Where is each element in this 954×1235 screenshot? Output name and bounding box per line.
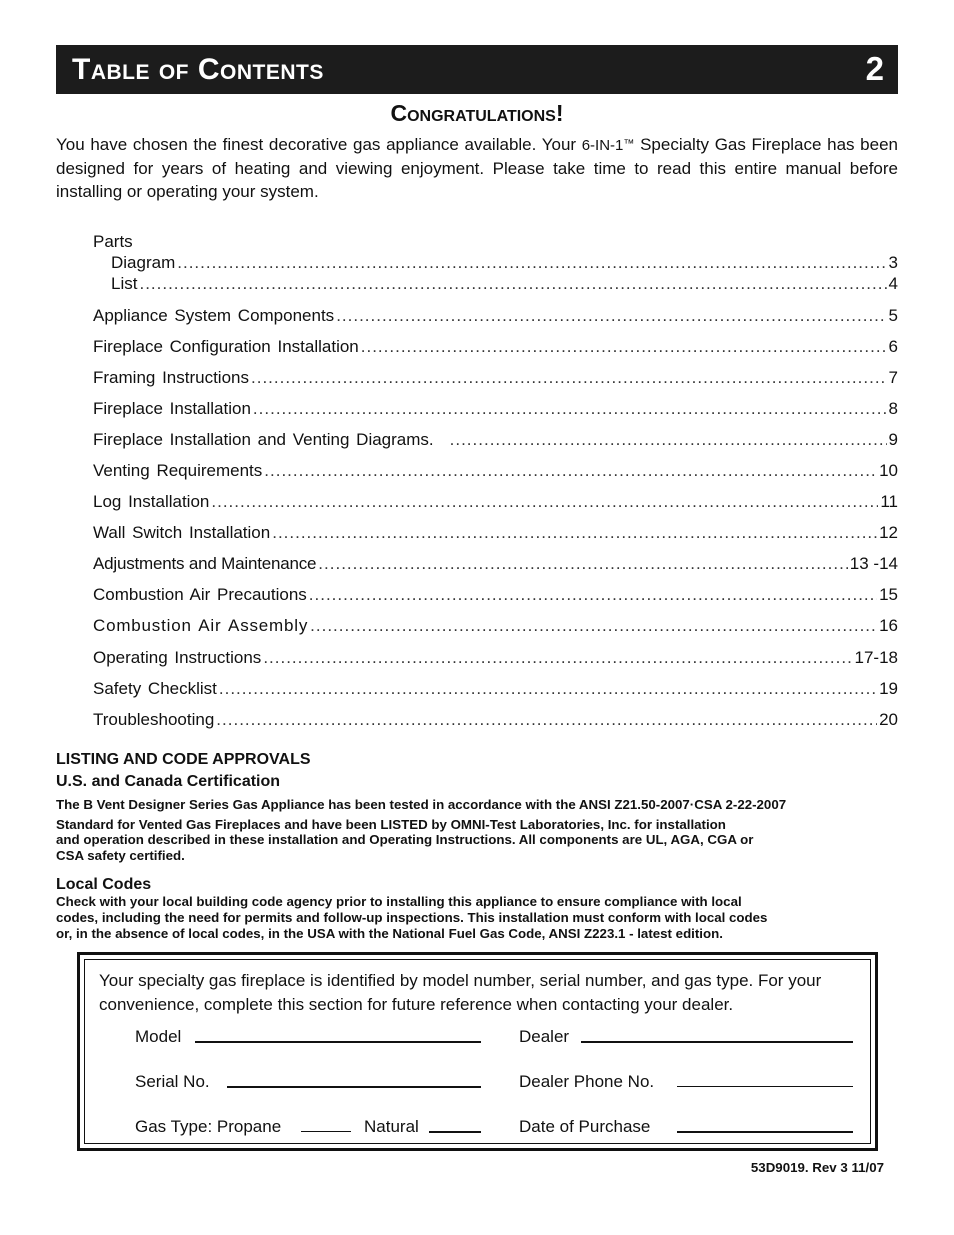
header-bar xyxy=(56,45,898,94)
dealer-phone-field[interactable] xyxy=(677,1086,853,1087)
toc-entry[interactable] xyxy=(93,616,898,637)
toc-leader-dots xyxy=(310,616,877,636)
toc-entry-label: Diagram xyxy=(111,253,176,272)
toc-entry-page: 4 xyxy=(888,274,898,293)
local-codes-text-line: codes, including the need for permits and follow-up inspections. This installation must conform with local codes xyxy=(56,910,768,925)
toc-entry-label: Safety Checklist xyxy=(93,679,217,698)
dealer-phone-label: Dealer Phone No. xyxy=(519,1072,655,1091)
toc-leader-dots xyxy=(139,274,886,294)
toc-leader-dots xyxy=(177,253,886,273)
toc-entry[interactable] xyxy=(93,461,898,482)
model-label: Model xyxy=(135,1027,182,1046)
certification-subheading: U.S. and Canada Certification xyxy=(56,773,281,790)
toc-entry-page: 8 xyxy=(888,399,898,418)
local-codes-heading: Local Codes xyxy=(56,876,152,893)
toc-entry-page: 3 xyxy=(888,253,898,272)
toc-leader-dots xyxy=(211,492,878,512)
toc-entry-page: 19 xyxy=(879,679,898,698)
model-field[interactable] xyxy=(195,1041,481,1043)
toc-entry-page: 13 -14 xyxy=(849,554,898,573)
toc-entry[interactable] xyxy=(93,306,898,327)
toc-entry-label: Troubleshooting xyxy=(93,710,215,729)
toc-leader-dots xyxy=(216,710,877,730)
toc-entry-label: Appliance System Components xyxy=(93,306,335,325)
toc-entry-page: 12 xyxy=(879,523,898,542)
toc-entry-page: 6 xyxy=(888,337,898,356)
toc-entry-page: 11 xyxy=(880,492,898,511)
owner-record-box xyxy=(77,952,878,1151)
toc-entry-page: 5 xyxy=(888,306,898,325)
owner-record-inner-border xyxy=(84,959,871,1144)
toc-leader-dots xyxy=(251,368,887,388)
dealer-field[interactable] xyxy=(581,1041,853,1043)
serial-label: Serial No. xyxy=(135,1072,210,1091)
toc-entry-label: Fireplace Installation xyxy=(93,399,251,418)
toc-parts-heading: Parts xyxy=(93,232,133,251)
toc-leader-dots xyxy=(263,648,852,668)
page-title: Table of Contents xyxy=(72,53,324,86)
intro-text-2: Specialty Gas Fireplace has been designed for years of heating and viewing enjoyment. Please take time to read this entire manual before installing or operating your system. xyxy=(56,135,899,201)
toc-entry-label: Combustion Air Precautions xyxy=(93,585,307,604)
toc-entry[interactable] xyxy=(93,585,898,606)
toc-entry[interactable] xyxy=(93,430,898,451)
toc-leader-dots xyxy=(318,554,848,574)
toc-entry-label: List xyxy=(111,274,138,293)
propane-field[interactable] xyxy=(301,1131,351,1132)
toc-entry-label: Fireplace Configuration Installation xyxy=(93,337,359,356)
intro-text-1: You have chosen the finest decorative gas appliance available. Your xyxy=(56,135,582,154)
toc-entry[interactable] xyxy=(93,679,898,700)
natural-label: Natural xyxy=(364,1117,419,1136)
toc-leader-dots xyxy=(450,430,887,450)
toc-entry-label: Venting Requirements xyxy=(93,461,263,480)
toc-entry-label: Framing Instructions xyxy=(93,368,249,387)
toc-leader-dots xyxy=(309,585,877,605)
toc-entry[interactable] xyxy=(93,492,898,513)
toc-leader-dots xyxy=(336,306,886,326)
serial-field[interactable] xyxy=(227,1086,481,1088)
brand-name: 6-IN-1 xyxy=(581,137,624,154)
congratulations-heading: Congratulations! xyxy=(390,100,564,126)
toc-entry-page: 10 xyxy=(879,461,898,480)
toc-entry-diagram[interactable] xyxy=(111,253,898,274)
toc-entry-page: 16 xyxy=(879,616,898,635)
toc-entry[interactable] xyxy=(93,648,898,669)
toc-entry-page: 15 xyxy=(879,585,898,604)
toc-entry-label: Combustion Air Assembly xyxy=(93,616,309,635)
owner-record-instructions: Your specialty gas fireplace is identified by model number, serial number, and gas type. For your convenience, complete this section for future reference when contacting your dealer. xyxy=(99,971,822,1014)
listing-text-line: Standard for Vented Gas Fireplaces and have been LISTED by OMNI-Test Laboratories, Inc. for installation xyxy=(56,817,726,832)
toc-entry[interactable] xyxy=(93,523,898,544)
listing-text-line: and operation described in these installation and Operating Instructions. All components are UL, AGA, CGA or xyxy=(56,832,754,847)
dealer-label: Dealer xyxy=(519,1027,570,1046)
purchase-date-label: Date of Purchase xyxy=(519,1117,651,1136)
natural-field[interactable] xyxy=(429,1131,481,1133)
gas-type-label: Gas Type: Propane xyxy=(135,1117,282,1136)
toc-entry[interactable] xyxy=(93,399,898,420)
page-number: 2 xyxy=(865,50,884,87)
document-code: 53D9019. Rev 3 11/07 xyxy=(750,1160,884,1175)
toc-entry-label: Wall Switch Installation xyxy=(93,523,271,542)
local-codes-text-line: Check with your local building code agency prior to installing this appliance to ensure compliance with local xyxy=(56,894,742,909)
toc-leader-dots xyxy=(253,399,887,419)
listing-text-line: CSA safety certified. xyxy=(56,848,185,863)
toc-entry[interactable] xyxy=(93,710,898,731)
toc-entry-label: Adjustments and Maintenance xyxy=(93,554,317,573)
toc-leader-dots xyxy=(219,679,877,699)
toc-entry-label: Operating Instructions xyxy=(93,648,262,667)
toc-entry-list[interactable] xyxy=(111,274,898,295)
toc-entry[interactable] xyxy=(93,368,898,389)
toc-entry-label: Log Installation xyxy=(93,492,210,511)
toc-entry-label: Fireplace Installation and Venting Diagrams. xyxy=(93,430,434,449)
toc-leader-dots xyxy=(272,523,877,543)
local-codes-text-line: or, in the absence of local codes, in the USA with the National Fuel Gas Code, ANSI Z223.1 - latest edition. xyxy=(56,926,723,941)
toc-entry[interactable] xyxy=(93,554,898,575)
purchase-date-field[interactable] xyxy=(677,1131,853,1133)
toc-entry-page: 17-18 xyxy=(854,648,898,667)
intro-paragraph xyxy=(56,133,898,203)
toc-entry-page: 20 xyxy=(879,710,898,729)
listing-heading: LISTING AND CODE APPROVALS xyxy=(56,751,311,768)
toc-entry-page: 7 xyxy=(888,368,898,387)
listing-text-line: The B Vent Designer Series Gas Appliance has been tested in accordance with the ANSI Z21.50-2007·CSA 2-22-2007 xyxy=(56,797,787,812)
toc-entry[interactable] xyxy=(93,337,898,358)
trademark-symbol: ™ xyxy=(623,138,635,150)
toc-leader-dots xyxy=(264,461,877,481)
toc-leader-dots xyxy=(361,337,887,357)
toc-entry-page: 9 xyxy=(888,430,898,449)
